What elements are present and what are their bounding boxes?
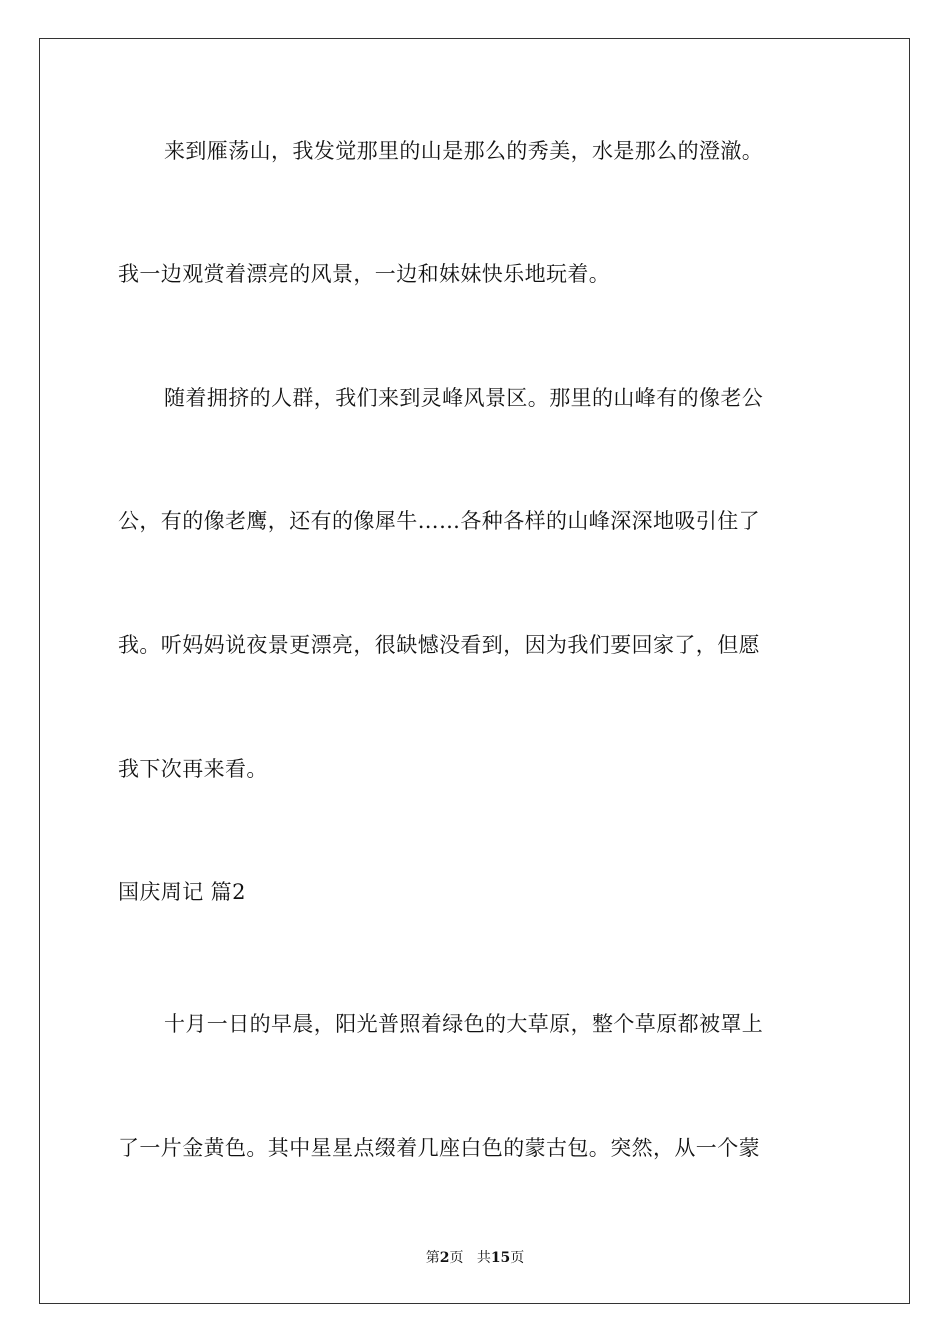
paragraph-line-4: 公，有的像老鹰，还有的像犀牛……各种各样的山峰深深地吸引住了	[118, 509, 760, 533]
paragraph-line-2: 我一边观赏着漂亮的风景，一边和妹妹快乐地玩着。	[118, 262, 611, 286]
paragraph-line-6: 我下次再来看。	[118, 757, 268, 781]
page-frame	[39, 38, 910, 1304]
paragraph-line-8: 了一片金黄色。其中星星点缀着几座白色的蒙古包。突然，从一个蒙	[118, 1136, 760, 1160]
page-suffix: 页	[449, 1250, 464, 1266]
section-heading: 国庆周记 篇2	[118, 880, 246, 904]
page-number: 2	[439, 1250, 450, 1266]
total-pages: 15	[490, 1250, 511, 1266]
total-suffix: 页	[510, 1250, 525, 1266]
page-footer	[0, 1248, 950, 1268]
page-prefix: 第	[425, 1250, 440, 1266]
paragraph-line-3: 随着拥挤的人群，我们来到灵峰风景区。那里的山峰有的像老公	[164, 386, 764, 410]
paragraph-line-7: 十月一日的早晨，阳光普照着绿色的大草原，整个草原都被罩上	[164, 1012, 764, 1036]
total-prefix: 共	[476, 1250, 491, 1266]
paragraph-line-1: 来到雁荡山，我发觉那里的山是那么的秀美，水是那么的澄澈。	[164, 139, 764, 163]
paragraph-line-5: 我。听妈妈说夜景更漂亮，很缺憾没看到，因为我们要回家了，但愿	[118, 633, 760, 657]
